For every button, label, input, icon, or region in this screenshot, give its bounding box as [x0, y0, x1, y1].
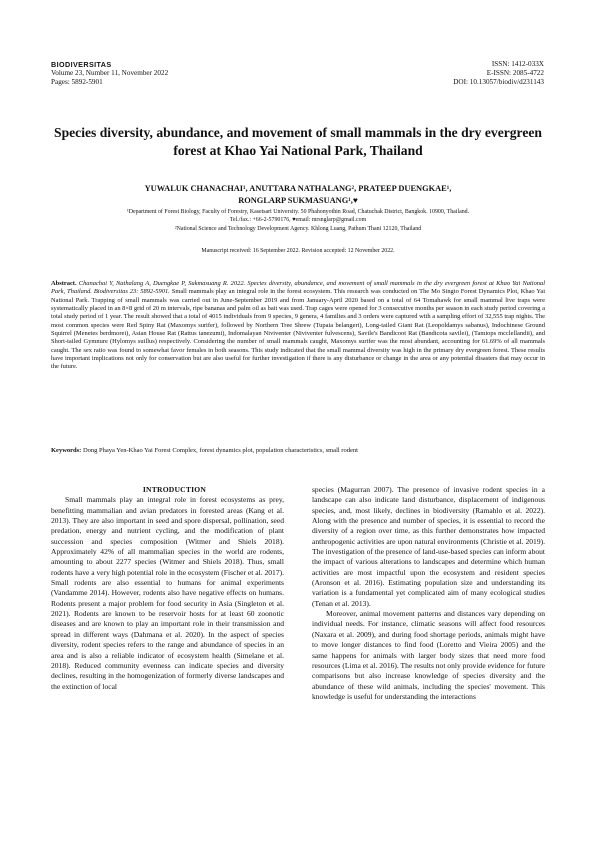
- paper-title: Species diversity, abundance, and movement of small mammals in the dry evergreen forest at Khao Yai National Park, Thailand: [54, 125, 542, 158]
- affiliation-1-contact: Tel./fax.: +66-2-5790176, ♥email: mrsnglarp@gmail.com: [229, 217, 367, 224]
- author-list: [70, 183, 526, 207]
- abstract: [51, 280, 545, 372]
- intro-paragraph-1-continued: species (Magurran 2007). The presence of invasive rodent species in a landscape can also indicate land disturbance, displacement of indigenous species, and, most likely, declines in biodiversity (Ramahlo et al. 2022). Along with the presence and number of species, it is essential to record the diversity of a region over time, as this further demonstrates how impacted anthropogenic activities are upon natural environments (Christie et al. 2019). The investigation of the presence of land-use-based species can inform about the impact of various alterations to landscapes and determine which human activities are most impactful upon the ecosystem and resident species (Aronson et al. 2016). Estimating population size and understanding its variation is a fundamental yet complicated aim of many ecological studies (Tenan et al. 2013).: [312, 485, 545, 608]
- affiliation-1: ¹Department of Forest Biology, Faculty of Forestry, Kasetsart University. 50 Phahonyothin Road, Chatuchak District, Bangkok. 10900, Thailand.: [126, 209, 470, 215]
- author-line-2: RONGLARP SUKMASUANG¹,♥: [238, 196, 358, 205]
- keywords-label: Keywords:: [51, 447, 82, 454]
- abstract-label: Abstract.: [51, 280, 77, 287]
- affiliations: [51, 208, 545, 233]
- section-heading-introduction: INTRODUCTION: [142, 485, 207, 494]
- journal-volume: Volume 23, Number 11, November 2022: [51, 69, 169, 78]
- intro-paragraph-1: Small mammals play an integral role in forest ecosystems as prey, benefitting mammalian and avian predators in forested areas (Kang et al. 2013). They are also important in seed and spore dispersal, pollination, seed predation, energy and nutrient cycling, and the modification of plant succession and species composition (Witmer and Shiels 2018). Approximately 42% of all mammalian species in the world are rodents, amounting to about 2277 species (Witmer and Shiels 2018). Thus, small rodents have a very high potential role in the ecosystem (Fischer et al. 2017). Small rodents are also essential to humans for animal experiments (Vandamme 2014). However, rodents also have negative effects on humans. Rodents present a major problem for food security in Asia (Singleton et al. 2021). Rodents are known to be reservoir hosts for at least 60 zoonotic diseases and are known to play an important role in their transmission and spread in different ways (Dahmana et al. 2020). In the aspect of species diversity, rodent species refers to the range and abundance of species in an area and is also a reliable indicator of ecosystem health (Simelane et al. 2018). Reduced community evenness can indicate species and diversity declines, resulting in the homogenization of formerly diverse landscapes and the extinction of local: [51, 495, 284, 691]
- journal-header-left: [51, 60, 168, 88]
- abstract-citation: Chanachai Y, Nathalang A, Duengkae P, Sukmasuang R. 2022. Species diversity, abundance, and movement of small mammals in the dry evergreen forest at Khao Yai National Park, Thailand. Biodiversitas 23: 5892-5901.: [51, 280, 546, 296]
- keywords: [51, 447, 545, 456]
- abstract-body: Small mammals play an integral role in the forest ecosystem. This research was conducted on The Mo Singto Forest Dynamics Plot, Khao Yai National Park. Trapping of small mammals was carried out in June-September 2019 and from January-April 2020 based on a total of 64 Tomahawk for small mammal live traps were systematically placed in an 8×8 grid of 20 m intervals, ripe bananas and palm oil as bait was used. Trap cages were opened for 3 consecutive months per season in each study period covering a total study period of 1 year. The result showed that a total of 4015 individuals from 9 species, 9 genera, 4 families and 3 orders were captured with a sampling effort of 32,555 trap nights. The most common species were Red Spiny Rat (Maxomys surifer), followed by Northern Tree Shrew (Tupaia belangeri), Long-tailed Giant Rat (Leopoldamys sabanus), Indochinese Ground Squirrel (Menetes berdmorei), Asian House Rat (Rattus tanezumi), Indomalayan Niviventer (Niviventer fulvescens), Savile's Bandicoot Rat (Bandicota savilei), (Tamiops mcclellandii), and Short-tailed Gymnure (Hylomys suillus) respectively. Considering the number of small mammals caught, Maxomys surifer was the most abundant, accounting for 61.69% of all mammals caught. The sex ratio was found to somewhat favor females in both seasons. This study indicated that the small mammal diversity was high in the primary dry evergreen forest. These results have important implications not only for conservation but are also useful for further investigation if there is any disturbance or change in the area or any potential disasters that may occur in the future.: [51, 288, 545, 371]
- affiliation-2: ²National Science and Technology Development Agency. Khlong Luang, Pathum Thani 12120, Thailand: [174, 225, 422, 232]
- author-line-1: YUWALUK CHANACHAI¹, ANUTTARA NATHALANG², PRATEEP DUENGKAE¹,: [144, 184, 452, 193]
- journal-issn: ISSN: 1412-033X: [491, 60, 544, 68]
- journal-eissn: E-ISSN: 2085-4722: [486, 69, 544, 78]
- manuscript-dates: Manuscript received: 16 September 2022. Revision accepted: 12 November 2022.: [201, 248, 395, 254]
- journal-pages: Pages: 5892-5901: [51, 78, 103, 87]
- journal-header-right: [453, 60, 544, 88]
- body-column-left: [51, 485, 284, 692]
- journal-doi: DOI: 10.13057/biodiv/d231143: [453, 78, 544, 87]
- intro-paragraph-2: Moreover, animal movement patterns and distances vary depending on individual needs. For instance, climatic seasons will affect food resources (Naxara et al. 2009), and during food shortage periods, animals might have to move longer distances to find food (Loretto and Vieira 2005) and the same happens for animals with larger body sizes that need more food resources (Lima et al. 2016). The results not only provide evidence for future comparisons but also increase knowledge of species diversity and the abundance of these wild animals, including the species' movement. This knowledge is useful for understanding the interactions: [312, 609, 545, 701]
- journal-name: BIODIVERSITAS: [51, 60, 112, 69]
- keywords-text: Dong Phaya Yen-Khao Yai Forest Complex, forest dynamics plot, population characteristics, small rodent: [82, 447, 358, 454]
- body-column-right: [312, 485, 545, 702]
